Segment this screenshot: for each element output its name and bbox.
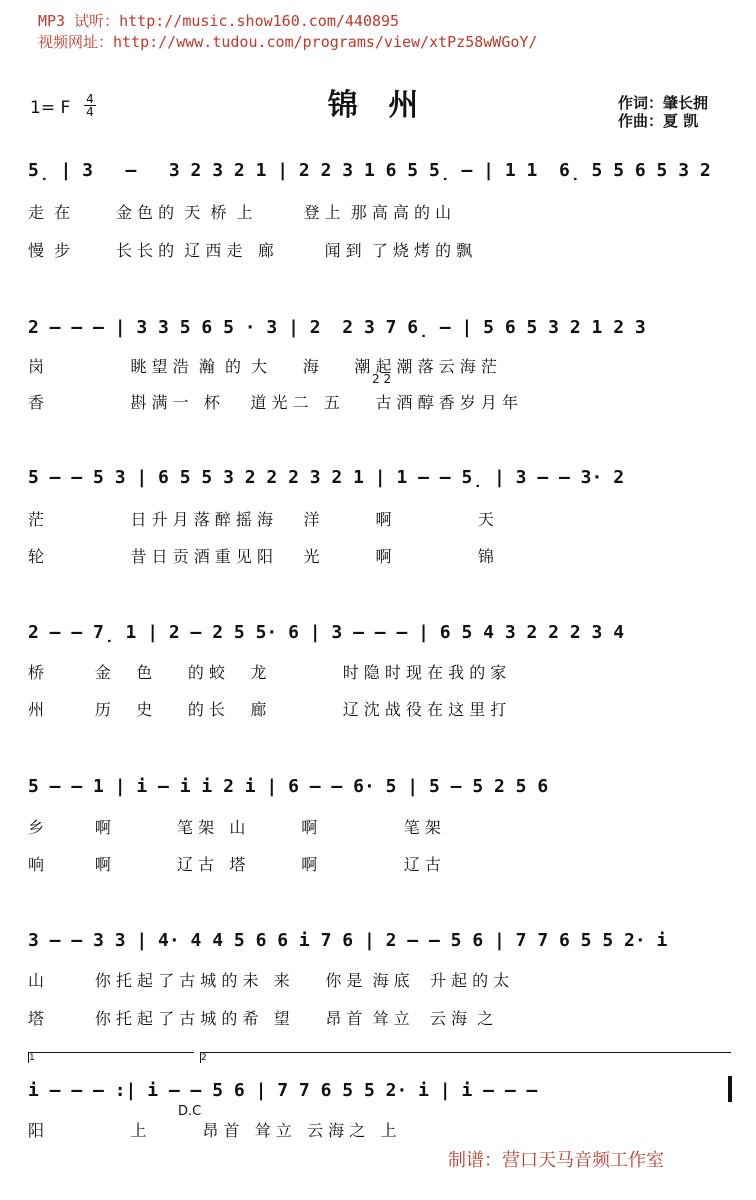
lyric-verse-1: 山 你 托 起 了 古 城 的 未 来 你 是 海 底 升 起 的 太 xyxy=(28,971,510,990)
volta-1: 1 xyxy=(28,1052,194,1063)
mp3-link[interactable]: MP3 试听：http://music.show160.com/440895 xyxy=(38,12,400,30)
final-barline xyxy=(728,1076,732,1102)
song-title: 锦 州 xyxy=(327,88,429,123)
lyric-verse-1: 岗 眺 望 浩 瀚 的 大 海 潮 起 潮 落 云 海 茫 xyxy=(28,357,497,376)
lyric-verse-2: 州 历 史 的 长 廊 辽 沈 战 役 在 这 里 打 xyxy=(28,700,507,719)
key-signature: 1= F xyxy=(30,98,71,118)
lyric-verse-1: 走 在 金 色 的 天 桥 上 登 上 那 高 高 的 山 xyxy=(28,203,452,222)
notation-line: i – – – :| i – – 5 6 | 7 7 6 5 5 2· i | i – – – xyxy=(28,1080,538,1101)
notation-line: 5 – – 1 | i – i i 2 i | 6 – – 6· 5 | 5 – 5 2 5 6 xyxy=(28,776,549,797)
notation-line: 5 – – 5 3 | 6 5 5 3 2 2 2 3 2 1 | 1 – – 5̣ | 3 – – 3· 2 xyxy=(28,467,625,488)
lyric-verse-1: 乡 啊 笔 架 山 啊 笔 架 xyxy=(28,818,441,837)
lyric-verse-1: 阳 上 昂 首 耸 立 云 海 之 上 xyxy=(28,1121,397,1140)
composer: 作曲：夏 凯 xyxy=(618,112,699,130)
notation-line: 2 – – 7̣ 1 | 2 – 2 5 5· 6 | 3 – – – | 6 5 4 3 2 2 2 3 4 xyxy=(28,622,625,643)
notation-line: 5̣ | 3 – 3 2 3 2 1 | 2 2 3 1 6 5 5̣ – | 1 1 6̣ 5 5 6 5 3 2 xyxy=(28,160,711,181)
volta-2: 2 xyxy=(200,1052,731,1063)
tuplet-marker: 2 2 xyxy=(372,372,392,386)
lyric-verse-2: 响 啊 辽 古 塔 啊 辽 古 xyxy=(28,855,441,874)
notation-line: 3 – – 3 3 | 4· 4 4 5 6 6 i 7 6 | 2 – – 5 6 | 7 7 6 5 5 2· i xyxy=(28,930,668,951)
lyric-verse-2: 轮 昔 日 贡 酒 重 见 阳 光 啊 锦 xyxy=(28,547,494,566)
lyric-verse-1: 桥 金 色 的 蛟 龙 时 隐 时 现 在 我 的 家 xyxy=(28,663,507,682)
lyricist: 作词：肇长拥 xyxy=(618,94,709,112)
lyric-verse-2: 塔 你 托 起 了 古 城 的 希 望 昂 首 耸 立 云 海 之 xyxy=(28,1009,494,1028)
lyric-verse-1: 茫 日 升 月 落 醉 摇 海 洋 啊 天 xyxy=(28,510,494,529)
lyric-verse-2: 香 斟 满 一 杯 道 光 二 五 古 酒 醇 香 岁 月 年 xyxy=(28,393,518,412)
da-capo-marker: D.C xyxy=(178,1104,202,1119)
notation-line: 2 – – – | 3 3 5 6 5 · 3 | 2 2 3 7 6̣ – | 5 6 5 3 2 1 2 3 xyxy=(28,317,646,338)
video-link[interactable]: 视频网址：http://www.tudou.com/programs/view/xtPz58wWGoY/ xyxy=(38,33,538,51)
transcriber-credit: 制谱：营口天马音频工作室 xyxy=(448,1150,664,1171)
lyric-verse-2: 慢 步 长 长 的 辽 西 走 廊 闻 到 了 烧 烤 的 飘 xyxy=(28,241,473,260)
time-signature: $\frac{4}{4}$ xyxy=(84,93,96,118)
